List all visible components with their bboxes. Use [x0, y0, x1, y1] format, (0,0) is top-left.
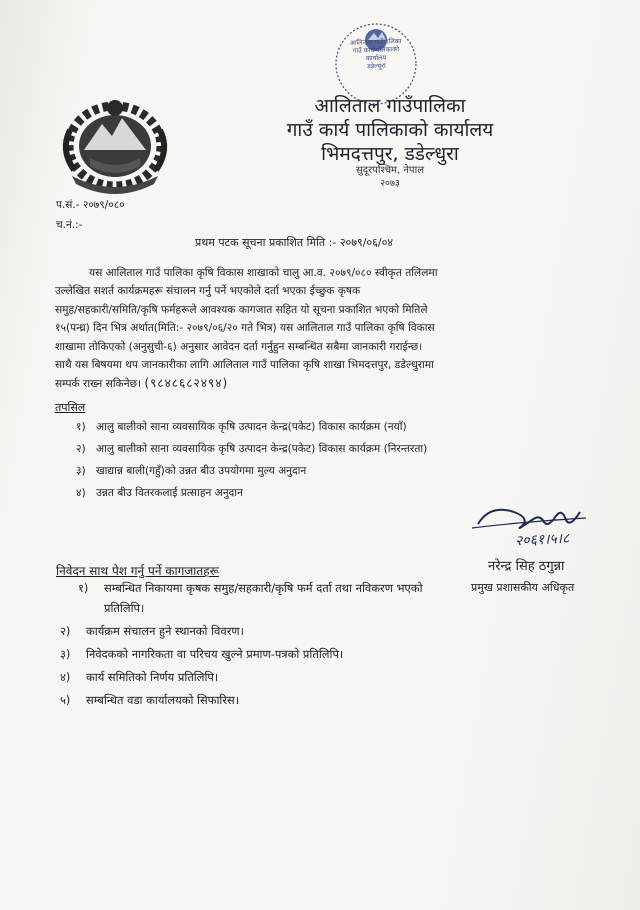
list-item [60, 644, 423, 664]
list-item-text: कार्य समितिको निर्णय प्रतिलिपि। [86, 670, 219, 684]
logo-text-line: कार्यालय [365, 53, 387, 63]
list-item-number: २) [60, 624, 71, 638]
list-item [60, 667, 423, 687]
paragraph-line-last [55, 374, 590, 393]
list-item-number: ३) [76, 465, 86, 477]
list-item-text: उन्नत बीउ वितरकलाई प्रत्साहन अनुदान [96, 487, 243, 499]
list-item-number: ५) [60, 693, 71, 707]
tapasil-list [76, 416, 427, 504]
tapasil-heading: तपसिल [55, 401, 86, 414]
list-item [76, 482, 427, 504]
list-item [76, 460, 427, 482]
list-item-continuation: प्रतिलिपि। [104, 601, 145, 615]
list-item-number: ४) [76, 487, 86, 499]
list-item-text: कार्यक्रम संचालन हुने स्थानको विवरण। [86, 624, 244, 638]
header-address: भिमदत्तपुर, डडेल्धुरा [321, 143, 459, 165]
list-item-number: १) [76, 421, 86, 433]
list-item-number: ४) [60, 670, 71, 684]
list-item-text: निवेदकको नागरिकता वा परिचय खुल्ने प्रमाण-पत्रको प्रतिलिपि। [86, 647, 344, 661]
logo-text-line: डडेल्धुरा [367, 61, 386, 71]
paragraph-line: साथै यस बिषयमा थप जानकारीका लागि आलिताल गाउँ पालिका कृषि शाखा भिमदत्तपुर, डडेल्धुरामा [55, 359, 434, 372]
chalani-number: च.नं.:- [56, 219, 83, 231]
header-palika-name: आलिताल गाउँपालिका [314, 95, 466, 117]
list-item-text: खाद्यान्न बाली(गहुँ)को उन्नत बीउ उपयोगमा मुल्य अनुदान [96, 465, 307, 477]
signer-name: नरेन्द्र सिह ठगुन्ना [488, 559, 565, 574]
paragraph-line: शाखामा तोकिएको (अनुसुची-६) अनुसार आवेदन दर्ता गर्नुहुन सम्बन्धित सबैमा जानकारी गराईन्छ। [55, 340, 423, 353]
handwritten-phone: (९८४८६८२४९४) [144, 376, 229, 391]
paragraph-line: सम्पर्क राख्न सकिनेछ। [55, 378, 142, 391]
body-paragraph [55, 264, 590, 394]
patra-sankhya: प.सं.- २०७९/०८० [56, 199, 125, 211]
paragraph-line: उल्लेखित सशर्त कार्यक्रमहरू संचालन गर्नु पर्ने भएकोले दर्ता भएका ईच्छुक कृषक [55, 285, 361, 298]
logo-text-line: आलिताल गाउँपालिका [349, 37, 402, 47]
paragraph-line: समुह/सहकारी/समिति/कृषि फर्महरूले आवश्यक कागजात सहित यो सूचना प्रकाशित भएको मितिले [55, 303, 428, 316]
header-year: २०७३ [380, 178, 400, 189]
header-office-name: गाउँ कार्य पालिकाको कार्यालय [286, 119, 494, 141]
list-item-text: सम्बन्धित वडा कार्यालयको सिफारिस। [86, 693, 240, 707]
nepal-emblem-icon [50, 80, 180, 198]
signature-date: २०६१।५।८ [514, 530, 570, 550]
list-item-number: ३) [60, 647, 71, 661]
list-item-text: आलु बालीको साना व्यवसायिक कृषि उत्पादन केन्द्र(पकेट) विकास कार्यक्रम (नयाँ) [96, 421, 407, 433]
list-item-number: २) [76, 443, 86, 455]
paragraph-line: १५(पन्ध्र) दिन भित्र अर्थात(मिति:- २०७९/०६/२० गते भित्र) यस आलिताल गाउँ पालिका कृषि विकास [55, 322, 435, 335]
list-item [60, 621, 423, 641]
list-item-number: १) [78, 581, 89, 595]
logo-text-line: गाउँ कार्यपालिकाको [352, 45, 400, 55]
list-item-text: सम्बन्धित निकायमा कृषक समुह/सहकारी/कृषि फर्म दर्ता तथा नविकरण भएको [104, 581, 423, 595]
documents-list [60, 578, 423, 710]
notice-date: प्रथम पटक सूचना प्रकाशित मिति :- २०७९/०६/०४ [195, 236, 394, 249]
palika-logo-text [332, 37, 419, 72]
paragraph-line: यस आलिताल गाउँ पालिका कृषि विकास शाखाको चालु आ.व. २०७९/०८० स्वीकृत तलिलमा [89, 267, 438, 279]
documents-heading: निवेदन साथ पेश गर्नु पर्ने कागजातहरू [56, 564, 219, 578]
list-item [60, 690, 423, 710]
list-item [60, 578, 423, 618]
list-item [76, 438, 427, 460]
list-item [76, 416, 427, 438]
header-province: सुदूरपश्चिम, नेपाल [356, 165, 424, 176]
signer-title: प्रमुख प्रशासकीय अधिकृत [471, 581, 575, 594]
list-item-text: आलु बालीको साना व्यवसायिक कृषि उत्पादन केन्द्र(पकेट) विकास कार्यक्रम (निरन्तरता) [96, 443, 428, 455]
